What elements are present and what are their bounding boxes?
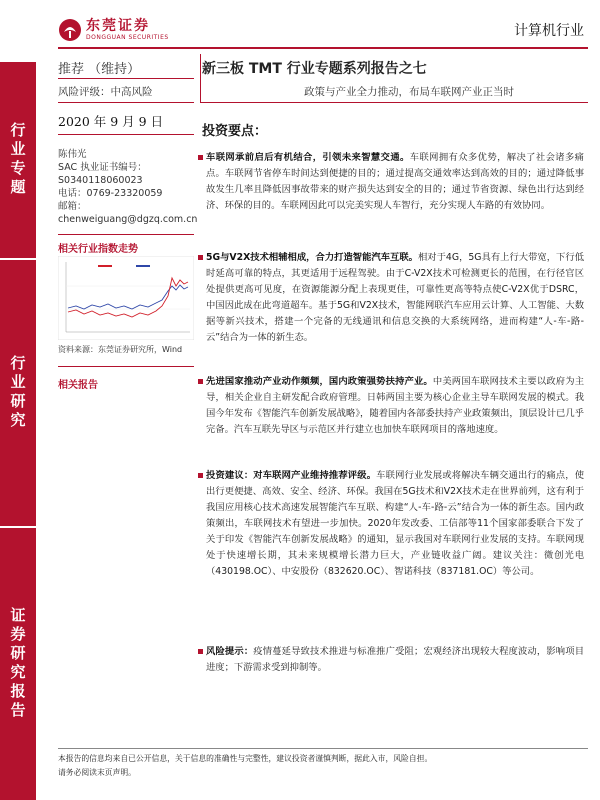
highlight-paragraph-2	[206, 250, 584, 346]
highlight-body-5: 疫情蔓延导致技术推进与标准推广受阻；宏观经济出现较大程度波动，影响项目进度；下游需求受到抑制等。	[206, 646, 584, 673]
report-date: 2020 年 9 月 9 日	[58, 114, 164, 129]
highlight-body-3: 中美两国车联网技术主要以政府为主导，相关企业自主研发配合政府管理。日韩两国主要为核心企业主导车联网发展的模式。我国今年发布《智能汽车创新发展战略》，随着国内各部委扶持产业政策频出，顶层设计已几乎完备。汽车互联先导区与示范区并行建立也加快车联网项目的落地速度。	[206, 376, 584, 435]
index-chart-title: 相关行业指数走势	[58, 244, 138, 255]
logo-cn-text: 东莞证券	[86, 18, 150, 34]
page-header	[0, 0, 600, 50]
highlight-lead-2: 5G与V2X技术相辅相成，合力打造智能汽车互联。	[206, 252, 418, 263]
bullet-icon	[198, 155, 203, 160]
left-divider-1	[58, 78, 194, 79]
highlight-lead-4: 投资建议：对车联网产业维持推荐评级。	[206, 470, 377, 481]
bullet-icon	[198, 649, 203, 654]
investment-highlights-heading: 投资要点：	[202, 124, 268, 139]
sidebar-block-research-label: 行业研究	[8, 355, 27, 431]
title-vertical-divider	[200, 54, 201, 102]
company-logo	[58, 14, 188, 46]
bullet-icon	[198, 379, 203, 384]
footer-notice: 请务必阅读末页声明。	[58, 768, 136, 777]
highlight-paragraph-1	[206, 150, 584, 214]
analyst-cert-number: S0340118060023	[58, 175, 143, 186]
left-divider-4	[58, 234, 194, 235]
report-title: 新三板 TMT 行业专题系列报告之七	[202, 61, 427, 77]
left-divider-2	[58, 102, 194, 103]
footer-divider	[58, 748, 588, 749]
industry-label: 计算机行业	[514, 23, 584, 39]
chart-source: 资料来源：东莞证券研究所，Wind	[58, 345, 183, 354]
bullet-icon	[198, 255, 203, 260]
index-trend-chart	[58, 256, 194, 340]
analyst-cert-label: SAC 执业证书编号：	[58, 162, 147, 173]
title-bottom-divider	[200, 102, 588, 103]
left-divider-3	[58, 134, 194, 135]
highlight-lead-5: 风险提示：	[206, 646, 254, 657]
left-divider-5	[58, 366, 194, 367]
logo-mark-icon	[58, 18, 82, 42]
analyst-email[interactable]: chenweiguang@dgzq.com.cn	[58, 214, 198, 225]
analyst-phone: 电话：0769-23320059	[58, 188, 163, 199]
risk-level: 风险评级：中高风险	[58, 86, 153, 98]
analyst-info	[58, 148, 198, 226]
related-reports-title: 相关报告	[58, 380, 98, 391]
highlight-body-4: 车联网行业发展或将解决车辆交通出行的痛点，使出行更便捷、高效、安全、经济、环保。我国在5G技术和V2X技术走在世界前列，这有利于我国应用核心技术高速发展智能汽车互联、构建“人-车-路-云”结合为一体的新生态。国内政策频出，车联网技术有望进一步加快。2020年发改委、工信部等11个国家部委联合下发了关于印发《智能汽车创新发展战略》的通知，显示我国对车联网行业发展的支持。车联网现处于快速增长期，其未来规模增长潜力巨大，产业链收益广阔。建议关注：微创光电（430198.OC）、中安股份（832620.OC）、智诺科技（837181.OC）等公司。	[206, 470, 584, 577]
report-subtitle: 政策与产业全力推动，布局车联网产业正当时	[304, 86, 514, 98]
header-divider	[58, 47, 588, 49]
sidebar-block-topic	[0, 62, 36, 258]
highlight-paragraph-4	[206, 468, 584, 580]
highlight-lead-3: 先进国家推动产业动作频频，国内政策强势扶持产业。	[206, 376, 433, 387]
analyst-email-label: 邮箱：	[58, 201, 87, 212]
logo-en-text: DONGGUAN SECURITIES	[86, 34, 169, 41]
sidebar-block-securities-label: 证券研究报告	[8, 607, 27, 721]
highlight-paragraph-5	[206, 644, 584, 676]
sidebar-block-research	[0, 260, 36, 526]
bullet-icon	[198, 473, 203, 478]
highlight-paragraph-3	[206, 374, 584, 438]
footer-disclaimer: 本报告的信息均来自已公开信息，关于信息的准确性与完整性，建议投资者谨慎判断，据此入市，风险自担。	[58, 754, 433, 763]
sidebar-block-securities	[0, 528, 36, 800]
left-sidebar	[0, 62, 36, 800]
rating: 推荐 （维持）	[58, 62, 141, 77]
highlight-body-1: 车联网拥有众多优势，解决了社会诸多痛点。车联网节省停车时间达到便捷的目的；通过提高交通效率达到高效的目的；通过降低事故发生几率且降低因事故带来的财产损失达到安全的目的；通过节省资源、绿色出行达到经济、环保的目的。车联网因此可以完美实现人车智行，充分实现人车路的有效协同。	[206, 152, 584, 211]
sidebar-block-topic-label: 行业专题	[8, 122, 27, 198]
highlight-lead-1: 车联网承前启后有机结合，引领未来智慧交通。	[206, 152, 410, 163]
highlight-body-2: 相对于4G，5G具有上行大带宽，下行低时延高可靠的特点，其更适用于远程驾驶。由于C-V2X技术可检测更长的范围，在行径官区处提供更高可见度，在资源能源分配上表现更佳，可靠性更高等特点使C-V2X优于DSRC，中国因此成在此弯道超车。基于5G和V2X技术，智能网联汽车应用云计算、人工智能、大数据等新兴技术，搭建一个完备的无线通讯和信息交换的大系统网络，进而构建“人-车-路-云”结合为一体的新生态。	[206, 252, 584, 343]
page-footer	[58, 752, 588, 780]
analyst-name: 陈伟光	[58, 149, 87, 160]
